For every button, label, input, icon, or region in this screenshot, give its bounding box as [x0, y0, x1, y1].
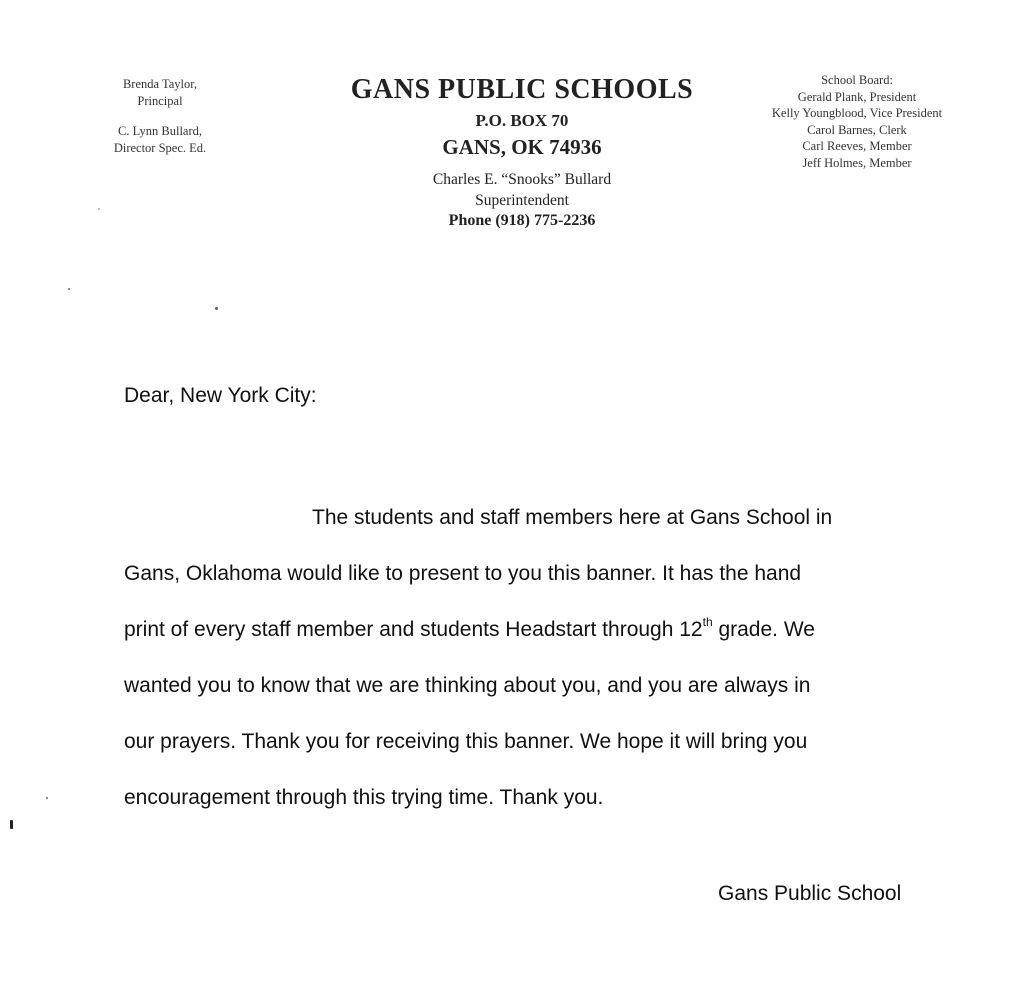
letter-body — [124, 490, 924, 826]
body-line-text: grade. We — [712, 618, 815, 641]
body-line: our prayers. Thank you for receiving this banner. We hope it will bring you — [124, 730, 808, 753]
board-member: Gerald Plank, President — [797, 89, 917, 104]
scan-speck — [10, 820, 13, 829]
scan-speck — [215, 307, 218, 310]
staff-title-director: Director Spec. Ed. — [113, 141, 207, 155]
superintendent-name: Charles E. “Snooks” Bullard — [432, 171, 612, 188]
body-line: The students and staff members here at Gans School in — [312, 506, 833, 529]
board-member: Jeff Holmes, Member — [802, 155, 912, 170]
city-state-zip: GANS, OK 74936 — [442, 135, 602, 159]
phone-number: Phone (918) 775-2236 — [448, 212, 596, 229]
ordinal-suffix: th — [702, 615, 713, 629]
school-name: GANS PUBLIC SCHOOLS — [350, 74, 694, 105]
scan-speck — [46, 797, 48, 799]
superintendent-title: Superintendent — [475, 192, 569, 209]
staff-title-principal: Principal — [137, 94, 183, 108]
po-box: P.O. BOX 70 — [475, 111, 569, 130]
board-member: Kelly Youngblood, Vice President — [771, 106, 943, 120]
body-line: wanted you to know that we are thinking about you, and you are always in — [124, 674, 811, 697]
scan-speck — [68, 288, 70, 290]
body-line-text: print of every staff member and students Headstart through 12 — [124, 618, 703, 641]
salutation: Dear, New York City: — [124, 384, 317, 407]
board-member: Carl Reeves, Member — [802, 139, 912, 153]
body-line: Gans, Oklahoma would like to present to you this banner. It has the hand — [124, 562, 802, 585]
staff-name-principal: Brenda Taylor, — [122, 77, 198, 91]
scan-speck — [98, 208, 100, 210]
letterhead-center — [300, 70, 744, 231]
board-heading: School Board: — [821, 73, 893, 87]
signature: Gans Public School — [718, 882, 902, 905]
body-line — [124, 602, 924, 658]
board-member: Carol Barnes, Clerk — [807, 122, 907, 137]
body-line: encouragement through this trying time. Thank you. — [124, 786, 604, 809]
staff-name-director: C. Lynn Bullard, — [117, 124, 203, 138]
school-board-block — [740, 72, 974, 171]
staff-block — [60, 76, 260, 157]
